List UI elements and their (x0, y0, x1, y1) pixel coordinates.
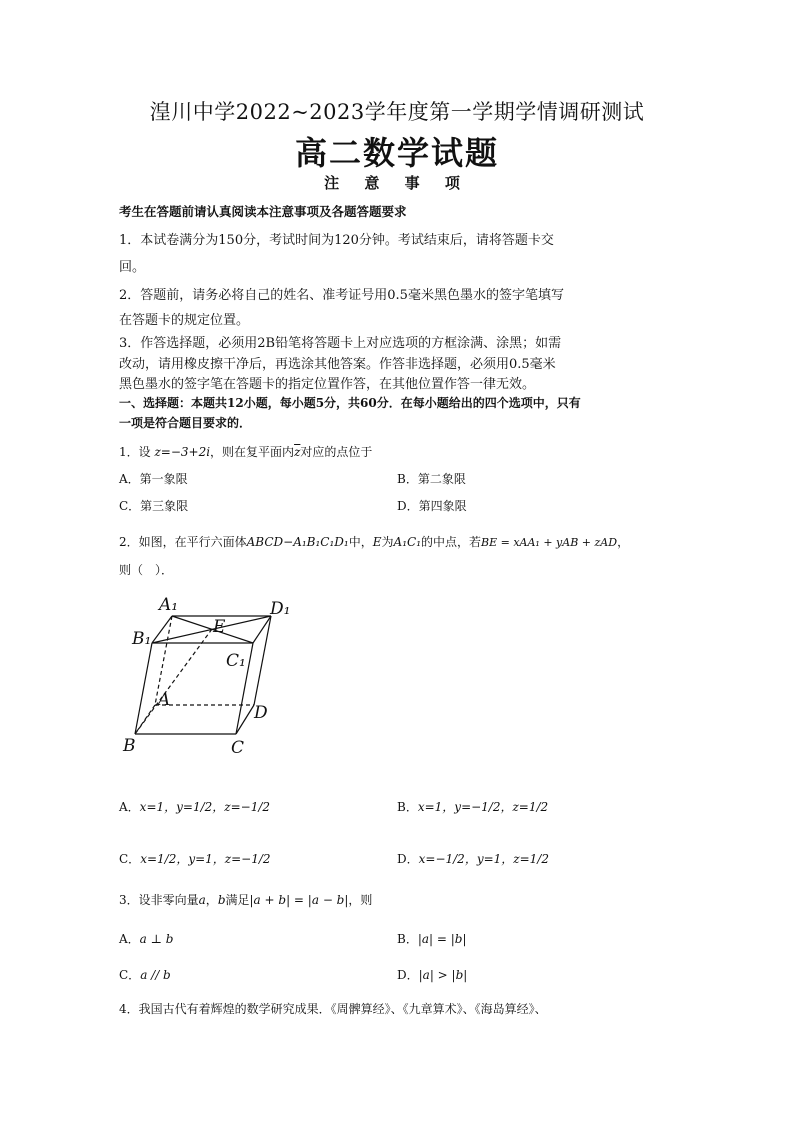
note-3-line-3: 黑色墨水的签字笔在答题卡的指定位置作答，在其他位置作答一律无效。 (119, 377, 536, 392)
question-2-line-2: 则（ ）． (119, 563, 174, 577)
q3-option-b-prefix: B． (397, 932, 418, 946)
q2-option-d-prefix: D． (397, 852, 419, 866)
q2-text-b: 中， (348, 535, 373, 549)
parallelepiped-figure (115, 588, 305, 760)
q2-option-c-prefix: C． (119, 852, 141, 866)
label-d1: D₁ (270, 599, 291, 619)
q1-option-d: D．第四象限 (397, 499, 467, 513)
q2-option-a-expr: x=1，y=1/2，z=−1/2 (139, 800, 271, 814)
school-title: 湟川中学2022~2023学年度第一学期学情调研测试 (149, 100, 645, 124)
note-3-line-2: 改动，请用橡皮擦干净后，再选涂其他答案。作答非选择题，必须用0.5毫米 (119, 357, 556, 372)
note-1-line-2: 回。 (119, 260, 146, 275)
q1-text-c: 对应的点位于 (300, 445, 373, 459)
q2-option-a-prefix: A． (119, 800, 140, 814)
q2-option-b-prefix: B． (397, 800, 418, 814)
q2-option-c-expr: x=1/2，y=1，z=−1/2 (140, 852, 271, 866)
q2-point-e: E (372, 535, 382, 549)
question-3-stem (119, 891, 372, 908)
q2-text-e: ， (617, 535, 630, 549)
q3-separator: ， (205, 893, 218, 907)
section-1-line-1: 一、选择题：本题共12小题，每小题5分，共60分．在每小题给出的四个选项中，只有 (119, 396, 581, 410)
q1-z-expr: z=−3+2i (154, 445, 211, 459)
q3-option-c-expr: a // b (140, 968, 171, 982)
q2-option-b (397, 798, 548, 815)
q2-vector-equation: BE = xAA₁ + yAB + zAD (481, 536, 618, 549)
q2-option-c (119, 850, 271, 867)
q1-option-a: A．第一象限 (119, 472, 188, 486)
q2-prism: ABCD−A₁B₁C₁D₁ (246, 535, 349, 549)
notes-intro: 考生在答题前请认真阅读本注意事项及各题答题要求 (119, 204, 407, 219)
q1-z-conjugate: $\overline{z}$ (294, 445, 301, 459)
q1-text-a: 1．设 (119, 445, 155, 459)
q3-option-d-prefix: D． (397, 968, 419, 982)
q3-text-a: 3．设非零向量 (119, 893, 199, 907)
label-c1: C₁ (226, 651, 246, 671)
label-e: E (213, 617, 226, 637)
q3-option-c-prefix: C． (119, 968, 141, 982)
label-a1: A₁ (159, 595, 179, 615)
question-4-stem: 4．我国古代有着辉煌的数学研究成果．《周髀算经》、《九章算术》、《海岛算经》、 (119, 1002, 547, 1016)
q3-vector-b: b (217, 893, 226, 907)
q2-option-b-expr: x=1，y=−1/2，z=1/2 (417, 800, 549, 814)
question-2-stem (119, 533, 629, 550)
q3-text-c: ，则 (348, 893, 373, 907)
q2-text-d: 的中点，若 (421, 535, 482, 549)
section-1-line-2: 一项是符合题目要求的． (119, 416, 252, 430)
q3-option-a-prefix: A． (119, 932, 140, 946)
label-b: B (123, 736, 136, 756)
note-1-line-1: 1．本试卷满分为150分，考试时间为120分钟。考试结束后，请将答题卡交 (119, 233, 554, 248)
label-d: D (254, 703, 268, 723)
notice-title: 注 意 事 项 (324, 174, 470, 192)
note-2-line-1: 2．答题前，请务必将自己的姓名、准考证号用0.5毫米黑色墨水的签字笔填写 (119, 288, 564, 303)
q3-option-a (119, 930, 173, 947)
q3-option-a-expr: a ⊥ b (139, 932, 174, 946)
exam-title: 高二数学试题 (294, 134, 499, 172)
q1-text-b: ，则在复平面内 (210, 445, 295, 459)
note-2-line-2: 在答题卡的规定位置。 (119, 313, 250, 328)
q2-option-d (397, 850, 549, 867)
q2-option-a (119, 798, 270, 815)
q3-option-b-expr: |a| = |b| (417, 932, 467, 946)
label-c: C (231, 738, 245, 758)
q3-option-c (119, 966, 171, 983)
q3-vector-a: a (198, 893, 206, 907)
q1-option-b: B．第二象限 (397, 472, 466, 486)
q3-condition: |a + b| = |a − b| (249, 893, 349, 907)
label-b1: B₁ (132, 629, 152, 649)
q3-option-d (397, 966, 467, 983)
note-3-line-1: 3．作答选择题，必须用2B铅笔将答题卡上对应选项的方框涂满、涂黑；如需 (119, 336, 562, 351)
q1-option-c: C．第三象限 (119, 499, 189, 513)
q2-text-a: 2．如图，在平行六面体 (119, 535, 247, 549)
q3-text-b: 满足 (225, 893, 250, 907)
q2-option-d-expr: x=−1/2，y=1，z=1/2 (418, 852, 549, 866)
question-1-stem (119, 443, 372, 460)
q2-segment-a1c1: A₁C₁ (393, 535, 421, 549)
label-a: A (158, 690, 171, 710)
q3-option-d-expr: |a| > |b| (418, 968, 468, 982)
q2-text-c: 为 (381, 535, 394, 549)
q3-option-b (397, 930, 467, 947)
